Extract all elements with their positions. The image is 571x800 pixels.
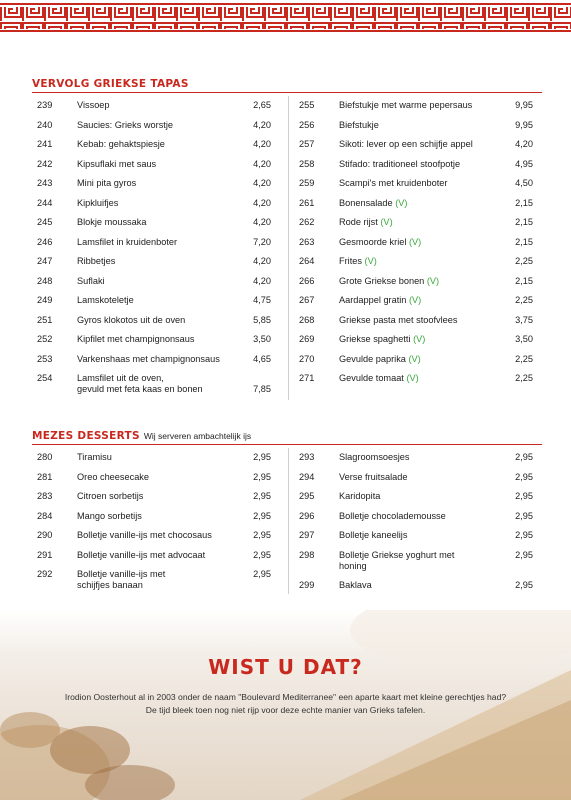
item-name-text: Lamsfilet in kruidenboter <box>77 236 178 247</box>
item-name-text: Gevulde tomaat <box>339 373 404 383</box>
item-number: 256 <box>299 119 315 130</box>
item-name <box>339 511 499 522</box>
item-name-text: Bolletje vanille-ijs met advocaat <box>77 549 206 560</box>
item-price: 2,15 <box>515 236 533 247</box>
item-name <box>77 100 237 111</box>
item-name <box>77 276 237 287</box>
item-name-text: Griekse pasta met stoofvlees <box>339 314 458 325</box>
item-name-text: Bolletje Griekse yoghurt met <box>339 549 455 560</box>
item-price: 7,20 <box>253 236 271 247</box>
item-number: 258 <box>299 158 315 169</box>
item-name-text: Bonensalade <box>339 197 393 208</box>
item-name <box>77 354 237 365</box>
item-name <box>77 491 237 502</box>
item-name <box>339 217 499 228</box>
item-name <box>77 334 237 345</box>
desserts-divider <box>32 444 542 445</box>
item-name-text: Grote Griekse bonen <box>339 275 425 286</box>
item-name-text: Sikoti: lever op een schijfje appel <box>339 139 473 149</box>
menu-item <box>37 198 277 209</box>
item-name <box>339 580 499 591</box>
item-name <box>77 198 237 209</box>
item-name-text: Vissoep <box>77 100 110 110</box>
item-number: 242 <box>37 158 53 169</box>
item-number: 244 <box>37 197 53 208</box>
item-name-text: Bolletje vanille-ijs met chocosaus <box>77 530 212 540</box>
item-name <box>339 120 499 131</box>
menu-item <box>37 334 277 345</box>
menu-item <box>37 452 277 463</box>
item-price: 2,95 <box>253 569 271 579</box>
item-number: 294 <box>299 471 315 482</box>
item-name <box>77 472 237 483</box>
item-name-text: Saucies: Grieks worstje <box>77 119 173 130</box>
item-number: 254 <box>37 373 53 383</box>
item-price: 4,75 <box>253 295 271 305</box>
item-price: 2,15 <box>515 197 533 208</box>
item-price: 4,20 <box>253 256 271 266</box>
item-name <box>339 256 499 267</box>
item-name-text: Ribbetjes <box>77 256 116 266</box>
item-price: 2,95 <box>253 530 271 540</box>
item-name-text: Scampi's met kruidenboter <box>339 178 448 188</box>
item-name <box>339 334 499 345</box>
menu-item <box>299 373 539 384</box>
menu-item <box>299 217 539 228</box>
item-number: 270 <box>299 353 315 364</box>
item-name-text: Karidopita <box>339 491 381 501</box>
vegetarian-badge: (V) <box>413 334 426 344</box>
item-name <box>77 530 237 541</box>
item-name-text: Gevulde paprika <box>339 353 406 364</box>
item-number: 261 <box>299 197 315 208</box>
item-name <box>77 315 237 326</box>
menu-item <box>37 295 277 306</box>
item-name <box>77 373 237 395</box>
item-name <box>339 198 499 209</box>
item-name <box>339 276 499 287</box>
item-number: 264 <box>299 256 315 266</box>
item-name <box>339 550 499 572</box>
menu-item <box>37 354 277 365</box>
menu-item <box>299 139 539 150</box>
item-price: 4,20 <box>253 158 271 169</box>
item-name <box>77 178 237 189</box>
item-price: 2,95 <box>515 452 533 462</box>
item-number: 290 <box>37 530 53 540</box>
item-name <box>339 100 499 111</box>
item-name-text: Kipfilet met champignonsaus <box>77 334 195 344</box>
item-number: 239 <box>37 100 53 110</box>
item-price: 4,20 <box>253 275 271 286</box>
item-name <box>339 452 499 463</box>
item-price: 2,65 <box>253 100 271 110</box>
item-name <box>77 569 237 591</box>
item-price: 2,95 <box>253 491 271 501</box>
item-number: 252 <box>37 334 53 344</box>
menu-item <box>37 159 277 170</box>
item-name <box>77 120 237 131</box>
item-name-text: Biefstukje met warme pepersaus <box>339 100 473 110</box>
item-price: 2,95 <box>515 491 533 501</box>
item-number: 291 <box>37 549 53 560</box>
item-name-text: Bolletje chocolademousse <box>339 510 446 521</box>
item-price: 2,95 <box>253 510 271 521</box>
item-number: 283 <box>37 491 53 501</box>
item-name <box>339 295 499 306</box>
item-name <box>339 178 499 189</box>
item-name <box>339 237 499 248</box>
item-price: 4,20 <box>253 139 271 149</box>
menu-item <box>37 491 277 502</box>
item-price: 9,95 <box>515 100 533 110</box>
desserts-title: MEZES DESSERTS <box>32 430 140 442</box>
menu-item <box>299 530 539 541</box>
item-name-text: Biefstukje <box>339 119 379 130</box>
item-price: 2,25 <box>515 256 533 266</box>
item-number: 246 <box>37 236 53 247</box>
item-price: 2,95 <box>515 549 533 560</box>
menu-item <box>299 256 539 267</box>
item-price: 9,95 <box>515 119 533 130</box>
item-name-text: Bolletje kaneelijs <box>339 530 408 540</box>
item-price: 3,50 <box>515 334 533 344</box>
item-name <box>77 217 237 228</box>
menu-item <box>37 276 277 287</box>
item-price: 2,95 <box>515 580 533 590</box>
menu-item <box>37 530 277 541</box>
vegetarian-badge: (V) <box>408 295 422 305</box>
item-name <box>339 472 499 483</box>
vegetarian-badge: (V) <box>364 256 377 266</box>
item-name-text: Gesmoorde kriel <box>339 236 407 247</box>
menu-item <box>299 295 539 306</box>
menu-item <box>299 100 539 111</box>
menu-item <box>37 373 277 395</box>
menu-item <box>299 120 539 131</box>
item-name-text: Kipsuflaki met saus <box>77 158 157 169</box>
item-price: 3,75 <box>515 314 533 325</box>
item-number: 295 <box>299 491 315 501</box>
item-name-text: Kebab: gehaktspiesje <box>77 139 165 149</box>
item-number: 267 <box>299 295 315 305</box>
item-price: 2,95 <box>253 452 271 462</box>
item-name <box>77 295 237 306</box>
item-name <box>339 354 499 365</box>
item-price: 2,15 <box>515 275 533 286</box>
menu-item <box>299 198 539 209</box>
item-name-text: Lamsfilet uit de oven, <box>77 373 164 383</box>
menu-item <box>37 256 277 267</box>
wist-text-line-2: De tijd bleek toen nog niet rijp voor deze echte manier van Grieks tafelen. <box>145 705 426 715</box>
item-number: 255 <box>299 100 315 110</box>
vegetarian-badge: (V) <box>408 236 422 247</box>
item-number: 245 <box>37 217 53 227</box>
item-name-text: Stifado: traditioneel stoofpotje <box>339 158 461 169</box>
item-number: 257 <box>299 139 315 149</box>
menu-item <box>299 315 539 326</box>
item-name-text: Suflaki <box>77 275 105 286</box>
item-name <box>77 511 237 522</box>
vegetarian-badge: (V) <box>406 373 419 383</box>
tapas-divider <box>32 92 542 93</box>
item-name-text: Mango sorbetijs <box>77 510 142 521</box>
item-price: 4,65 <box>253 353 271 364</box>
menu-item <box>37 472 277 483</box>
item-number: 293 <box>299 452 315 462</box>
item-price: 2,15 <box>515 217 533 227</box>
item-name-text: Varkenshaas met champignonsaus <box>77 353 220 364</box>
item-name-text: Baklava <box>339 580 372 590</box>
item-price: 2,95 <box>515 510 533 521</box>
item-number: 263 <box>299 236 315 247</box>
item-price: 2,25 <box>515 295 533 305</box>
item-number: 240 <box>37 119 53 130</box>
item-name <box>77 139 237 150</box>
menu-item <box>37 237 277 248</box>
item-name-text: Kipkluifjes <box>77 197 119 208</box>
item-name-text: Verse fruitsalade <box>339 471 408 482</box>
item-number: 247 <box>37 256 53 266</box>
item-name-text: Slagroomsoesjes <box>339 452 410 462</box>
menu-item <box>37 100 277 111</box>
vegetarian-badge: (V) <box>426 275 440 286</box>
item-number: 292 <box>37 569 53 579</box>
menu-item <box>299 472 539 483</box>
item-price: 4,20 <box>253 197 271 208</box>
item-number: 298 <box>299 549 315 560</box>
menu-item <box>37 315 277 326</box>
menu-item <box>299 354 539 365</box>
item-price: 4,20 <box>253 217 271 227</box>
menu-item <box>299 276 539 287</box>
item-name <box>339 159 499 170</box>
menu-item <box>37 569 277 591</box>
menu-item <box>37 511 277 522</box>
item-name-text: Lamskoteletje <box>77 295 134 305</box>
item-price: 2,95 <box>515 471 533 482</box>
desserts-section-title <box>32 430 251 442</box>
item-price: 2,95 <box>253 549 271 560</box>
item-name <box>339 530 499 541</box>
desserts-column-divider <box>288 448 289 594</box>
item-price: 2,25 <box>515 353 533 364</box>
item-price: 5,85 <box>253 314 271 325</box>
greek-key-border <box>0 0 571 34</box>
item-name-text-line-2: honing <box>339 560 367 571</box>
item-name <box>339 373 499 384</box>
item-number: 266 <box>299 275 315 286</box>
item-name <box>77 237 237 248</box>
item-name <box>339 315 499 326</box>
vegetarian-badge: (V) <box>380 217 393 227</box>
item-number: 284 <box>37 510 53 521</box>
item-number: 248 <box>37 275 53 286</box>
vegetarian-badge: (V) <box>395 197 408 208</box>
item-price: 4,20 <box>253 119 271 130</box>
item-price: 2,25 <box>515 373 533 383</box>
item-price: 4,20 <box>253 178 271 188</box>
item-name-text: Mini pita gyros <box>77 178 137 188</box>
item-number: 241 <box>37 139 53 149</box>
item-name-text: Rode rijst <box>339 217 378 227</box>
item-number: 297 <box>299 530 315 540</box>
item-number: 259 <box>299 178 315 188</box>
item-number: 281 <box>37 471 53 482</box>
item-number: 268 <box>299 314 315 325</box>
desserts-subtitle: Wij serveren ambachtelijk ijs <box>143 431 252 441</box>
tapas-column-divider <box>288 96 289 400</box>
item-number: 253 <box>37 353 53 364</box>
item-name-text: Tiramisu <box>77 452 112 462</box>
item-name <box>77 159 237 170</box>
menu-item <box>37 139 277 150</box>
item-name-text-line-2: schijfjes banaan <box>77 580 143 590</box>
item-price: 3,50 <box>253 334 271 344</box>
item-name-text: Gyros klokotos uit de oven <box>77 314 186 325</box>
menu-item <box>299 334 539 345</box>
wist-u-dat-title: WIST U DAT? <box>208 655 363 679</box>
item-name-text: Blokje moussaka <box>77 217 147 227</box>
item-number: 299 <box>299 580 315 590</box>
item-name <box>339 491 499 502</box>
item-name-text: Griekse spaghetti <box>339 334 411 344</box>
menu-item <box>299 580 539 591</box>
menu-item <box>299 452 539 463</box>
item-number: 251 <box>37 314 53 325</box>
item-price: 4,95 <box>515 158 533 169</box>
menu-item <box>299 511 539 522</box>
item-name-text: Citroen sorbetijs <box>77 491 144 501</box>
menu-item <box>299 237 539 248</box>
menu-item <box>37 178 277 189</box>
item-price: 7,85 <box>253 384 271 394</box>
item-name-text: Bolletje vanille-ijs met <box>77 569 166 579</box>
vegetarian-badge: (V) <box>408 353 421 364</box>
item-name-text: Aardappel gratin <box>339 295 407 305</box>
item-name <box>339 139 499 150</box>
item-name <box>77 256 237 267</box>
item-number: 243 <box>37 178 53 188</box>
item-number: 296 <box>299 510 315 521</box>
menu-item <box>37 550 277 561</box>
item-name-text-line-2: gevuld met feta kaas en bonen <box>77 384 203 394</box>
menu-item <box>299 178 539 189</box>
menu-item <box>299 491 539 502</box>
menu-item <box>299 159 539 170</box>
item-name <box>77 550 237 561</box>
item-name-text: Oreo cheesecake <box>77 471 150 482</box>
wist-text-line-1: Irodion Oosterhout al in 2003 onder de naam "Boulevard Mediterranee" een aparte kaart met kleine gerechtjes had? <box>64 692 507 702</box>
menu-item <box>37 120 277 131</box>
menu-item <box>37 217 277 228</box>
item-price: 4,20 <box>515 139 533 149</box>
item-price: 2,95 <box>515 530 533 540</box>
item-number: 262 <box>299 217 315 227</box>
item-price: 2,95 <box>253 471 271 482</box>
item-number: 249 <box>37 295 53 305</box>
item-name <box>77 452 237 463</box>
tapas-section-title: VERVOLG GRIEKSE TAPAS <box>32 78 189 90</box>
item-name-text: Frites <box>339 256 362 266</box>
item-number: 271 <box>299 373 315 383</box>
item-price: 4,50 <box>515 178 533 188</box>
item-number: 269 <box>299 334 315 344</box>
menu-item <box>299 550 539 572</box>
item-number: 280 <box>37 452 53 462</box>
